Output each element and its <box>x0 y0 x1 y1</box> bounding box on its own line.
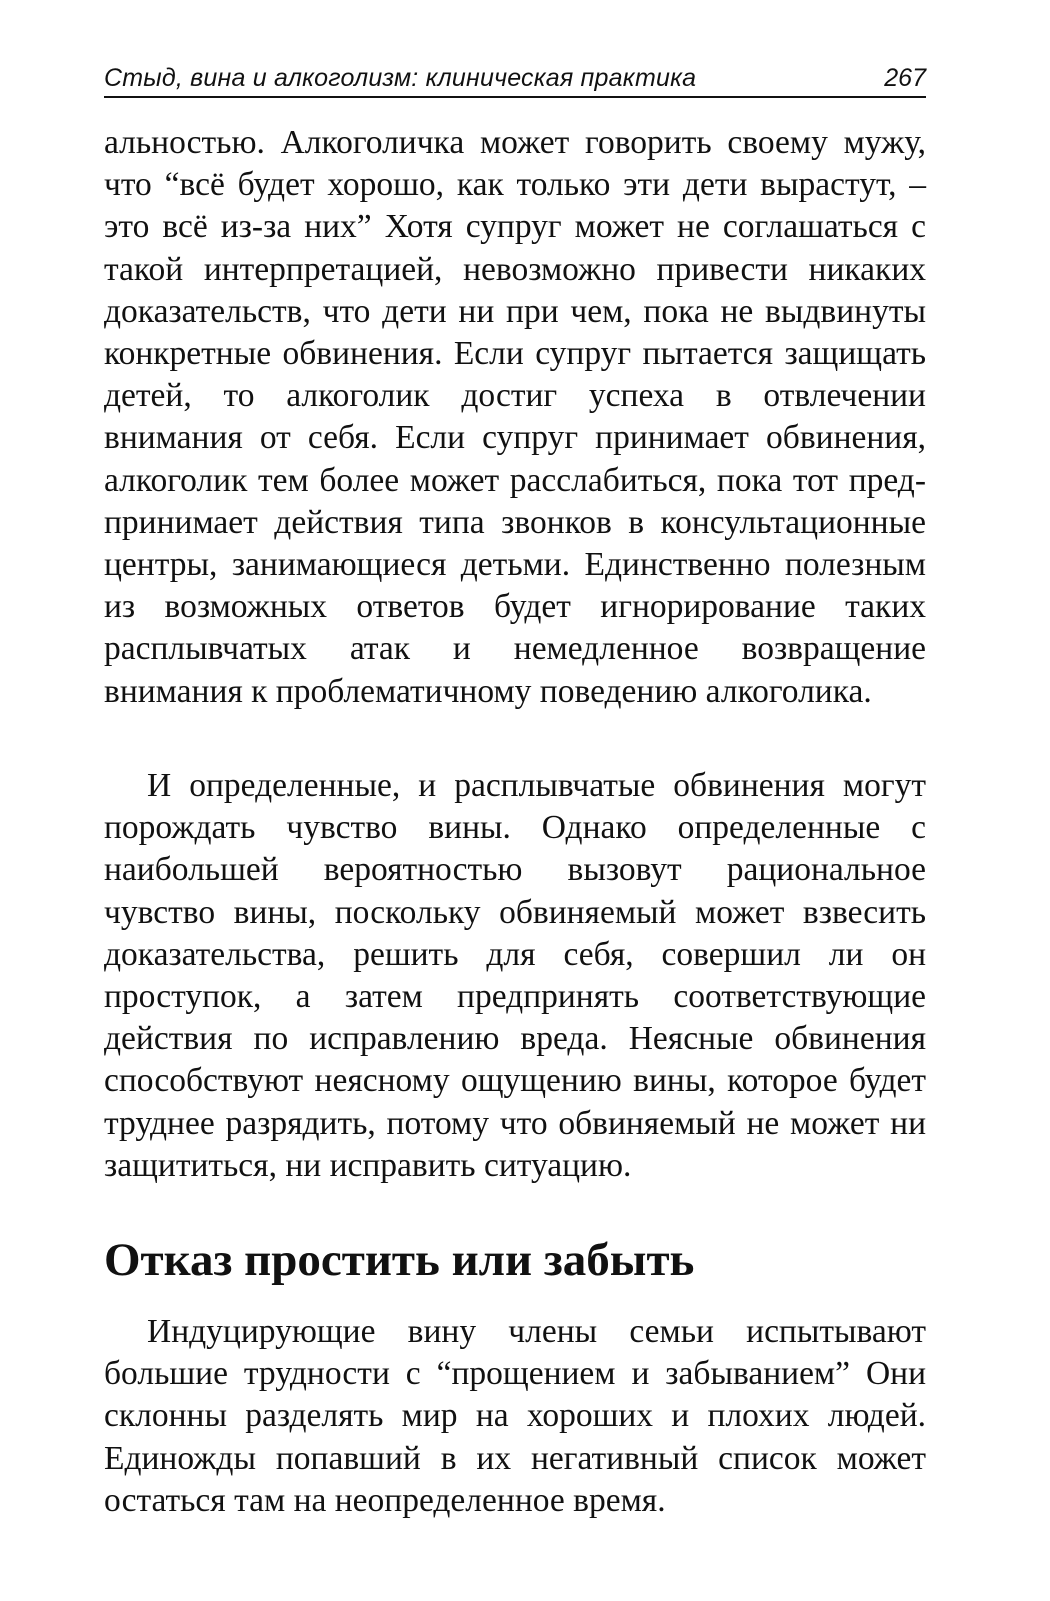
running-header <box>104 62 926 98</box>
body-text-continued <box>104 122 926 713</box>
page-number: 267 <box>884 64 926 92</box>
section-paragraph: Индуцирующие вину члены семьи испытывают большие трудности с “прощением и забыванием” Они склонны разделять мир на хороших и плохих людей. Единожды попавший в их негативный список может остаться там на неопределенное время. <box>104 1313 926 1519</box>
section-text <box>104 1311 926 1522</box>
running-title: Стыд, вина и алкоголизм: клиническая практика <box>104 64 697 92</box>
section-heading: Отказ простить или забыть <box>104 1234 695 1286</box>
body-text-second <box>104 765 926 1187</box>
paragraph-continued: альностью. Алкоголичка может говорить своему мужу, что “всё будет хорошо, как только эти дети вырастут, – это всё из-за них” Хотя супруг может не соглашаться с такой интерпретацией, невозможно привести никаких доказательств, что дети ни при чем, пока не выдвинуты конкретные обвинения. Если супруг пытается защищать детей, то алкоголик достиг успеха в отвлечении внимания от себя. Если супруг принимает обвинения, алкоголик тем более может расслабиться, пока тот предпринимает действия типа звонков в консультационные центры, занимающиеся детьми. Единственно полезным из возможных ответов будет игнорирование таких расплывчатых атак и немедленное возвращение внимания к проблематичному поведению алкоголика. <box>104 124 926 710</box>
paragraph-accusations: И определенные, и расплывчатые обвинения могут порождать чувство вины. Однако определенные с наибольшей вероятностью вызовут рациональное чувство вины, поскольку обвиняемый может взвесить доказательства, решить для себя, совершил ли он проступок, а затем предпринять соответствующие действия по исправлению вреда. Неясные обвинения способствуют неясному ощущению вины, которое будет труднее разрядить, потому что обвиняемый не может ни защититься, ни исправить ситуацию. <box>104 767 926 1184</box>
